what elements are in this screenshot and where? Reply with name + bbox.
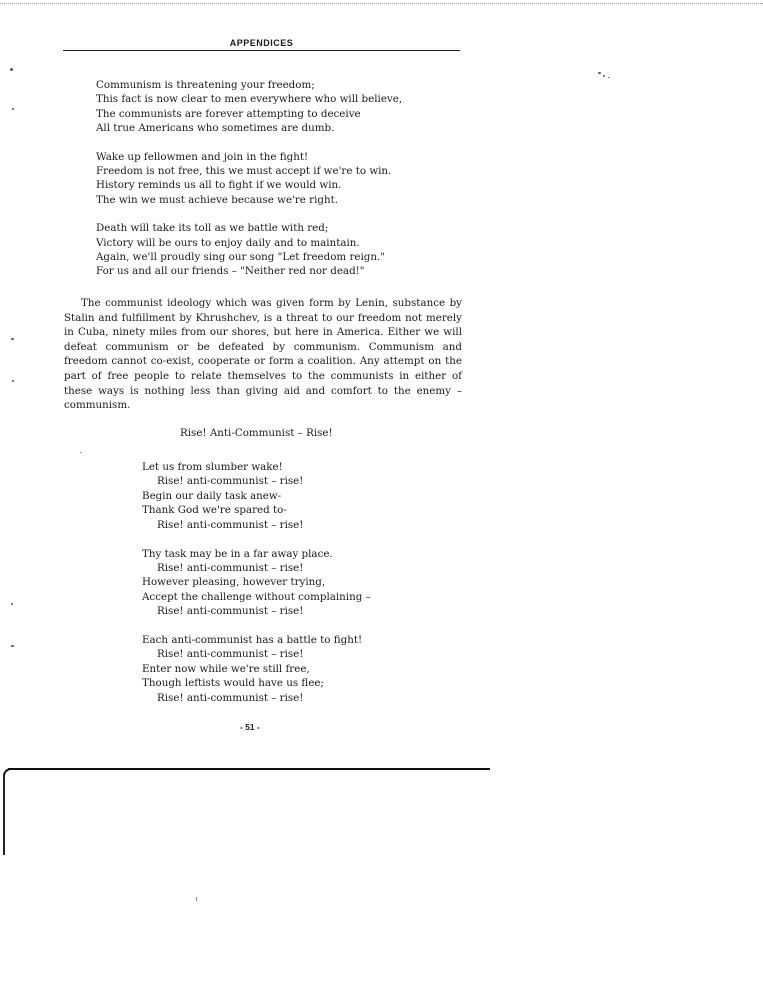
poem-line: This fact is now clear to men everywhere who will believe, <box>96 93 403 106</box>
poem-refrain: Rise! anti-communist – rise! <box>157 518 304 531</box>
scan-speck <box>80 452 81 453</box>
poem-line: Victory will be ours to enjoy daily and to maintain. <box>96 236 360 249</box>
poem-refrain: Rise! anti-communist – rise! <box>157 648 304 661</box>
poem-line: For us and all our friends – "Neither red nor dead!" <box>96 265 365 278</box>
poem-line: Each anti-communist has a battle to fight! <box>142 634 363 647</box>
poem-line: Thy task may be in a far away place. <box>142 547 333 560</box>
scan-speck <box>603 75 605 77</box>
scan-speck <box>11 338 14 340</box>
prose-paragraph: The communist ideology which was given form by Lenin, substance by Stalin and fulfillment by Khrushchev, is a threat to our freedom not merely in Cuba, ninety miles from our shores, but here in America. Either we will defeat communism or be defeated by communism. Communism and freedom cannot co-exist, cooperate or form a coalition. Any attempt on the part of free people to relate themselves to the communists in either of these ways is nothing less than giving aid and comfort to the enemy – communism. <box>64 297 462 412</box>
poem-line: History reminds us all to fight if we would win. <box>96 179 342 192</box>
scan-speck <box>11 645 14 647</box>
poem-line: All true Americans who sometimes are dumb. <box>96 122 335 135</box>
poem-line: Again, we'll proudly sing our song "Let freedom reign." <box>96 251 386 264</box>
poem-line: Death will take its toll as we battle with red; <box>96 222 329 235</box>
scan-speck <box>10 68 13 71</box>
poem-title: Rise! Anti-Communist – Rise! <box>180 427 333 439</box>
scan-speck <box>598 72 601 74</box>
scan-speck <box>196 897 197 901</box>
poem-stanza <box>96 150 402 208</box>
scan-frame-corner <box>3 768 17 780</box>
scan-frame-side <box>3 775 5 855</box>
poem-refrain: Rise! anti-communist – rise! <box>157 561 304 574</box>
scan-speck <box>12 108 14 110</box>
poem-line: Wake up fellowmen and join in the fight! <box>96 150 309 163</box>
running-header: APPENDICES <box>229 38 294 48</box>
poem-line: Begin our daily task anew- <box>142 489 282 502</box>
poem-stanza <box>142 547 371 619</box>
poem-line: Though leftists would have us flee; <box>142 677 324 690</box>
poem-line: The win we must achieve because we're right. <box>96 193 339 206</box>
poem-rise-anti-communist <box>142 460 371 720</box>
poem-stanza <box>96 221 402 279</box>
poem-line: Freedom is not free, this we must accept if we're to win. <box>96 165 392 178</box>
poem-refrain: Rise! anti-communist – rise! <box>157 691 304 704</box>
page-number: - 51 - <box>240 722 260 732</box>
poem-stanza <box>142 633 371 705</box>
poem-stanza <box>96 78 402 136</box>
poem-refrain: Rise! anti-communist – rise! <box>157 475 304 488</box>
poem-line: Thank God we're spared to- <box>142 504 287 517</box>
scan-speck <box>608 77 610 78</box>
poem-refrain: Rise! anti-communist – rise! <box>157 605 304 618</box>
poem-line: Let us from slumber wake! <box>142 461 283 473</box>
poem-line: However pleasing, however trying, <box>142 576 326 589</box>
scan-speck <box>12 380 14 382</box>
header-rule <box>63 50 460 51</box>
scan-top-edge <box>0 3 763 4</box>
scan-frame-edge <box>8 768 490 770</box>
poem-line: Accept the challenge without complaining – <box>142 590 371 603</box>
poem-freedom <box>96 78 402 293</box>
poem-stanza <box>142 460 371 532</box>
poem-line: Enter now while we're still free, <box>142 662 310 675</box>
poem-line: Communism is threatening your freedom; <box>96 79 315 91</box>
poem-line: The communists are forever attempting to deceive <box>96 107 361 120</box>
scan-speck <box>11 603 13 605</box>
